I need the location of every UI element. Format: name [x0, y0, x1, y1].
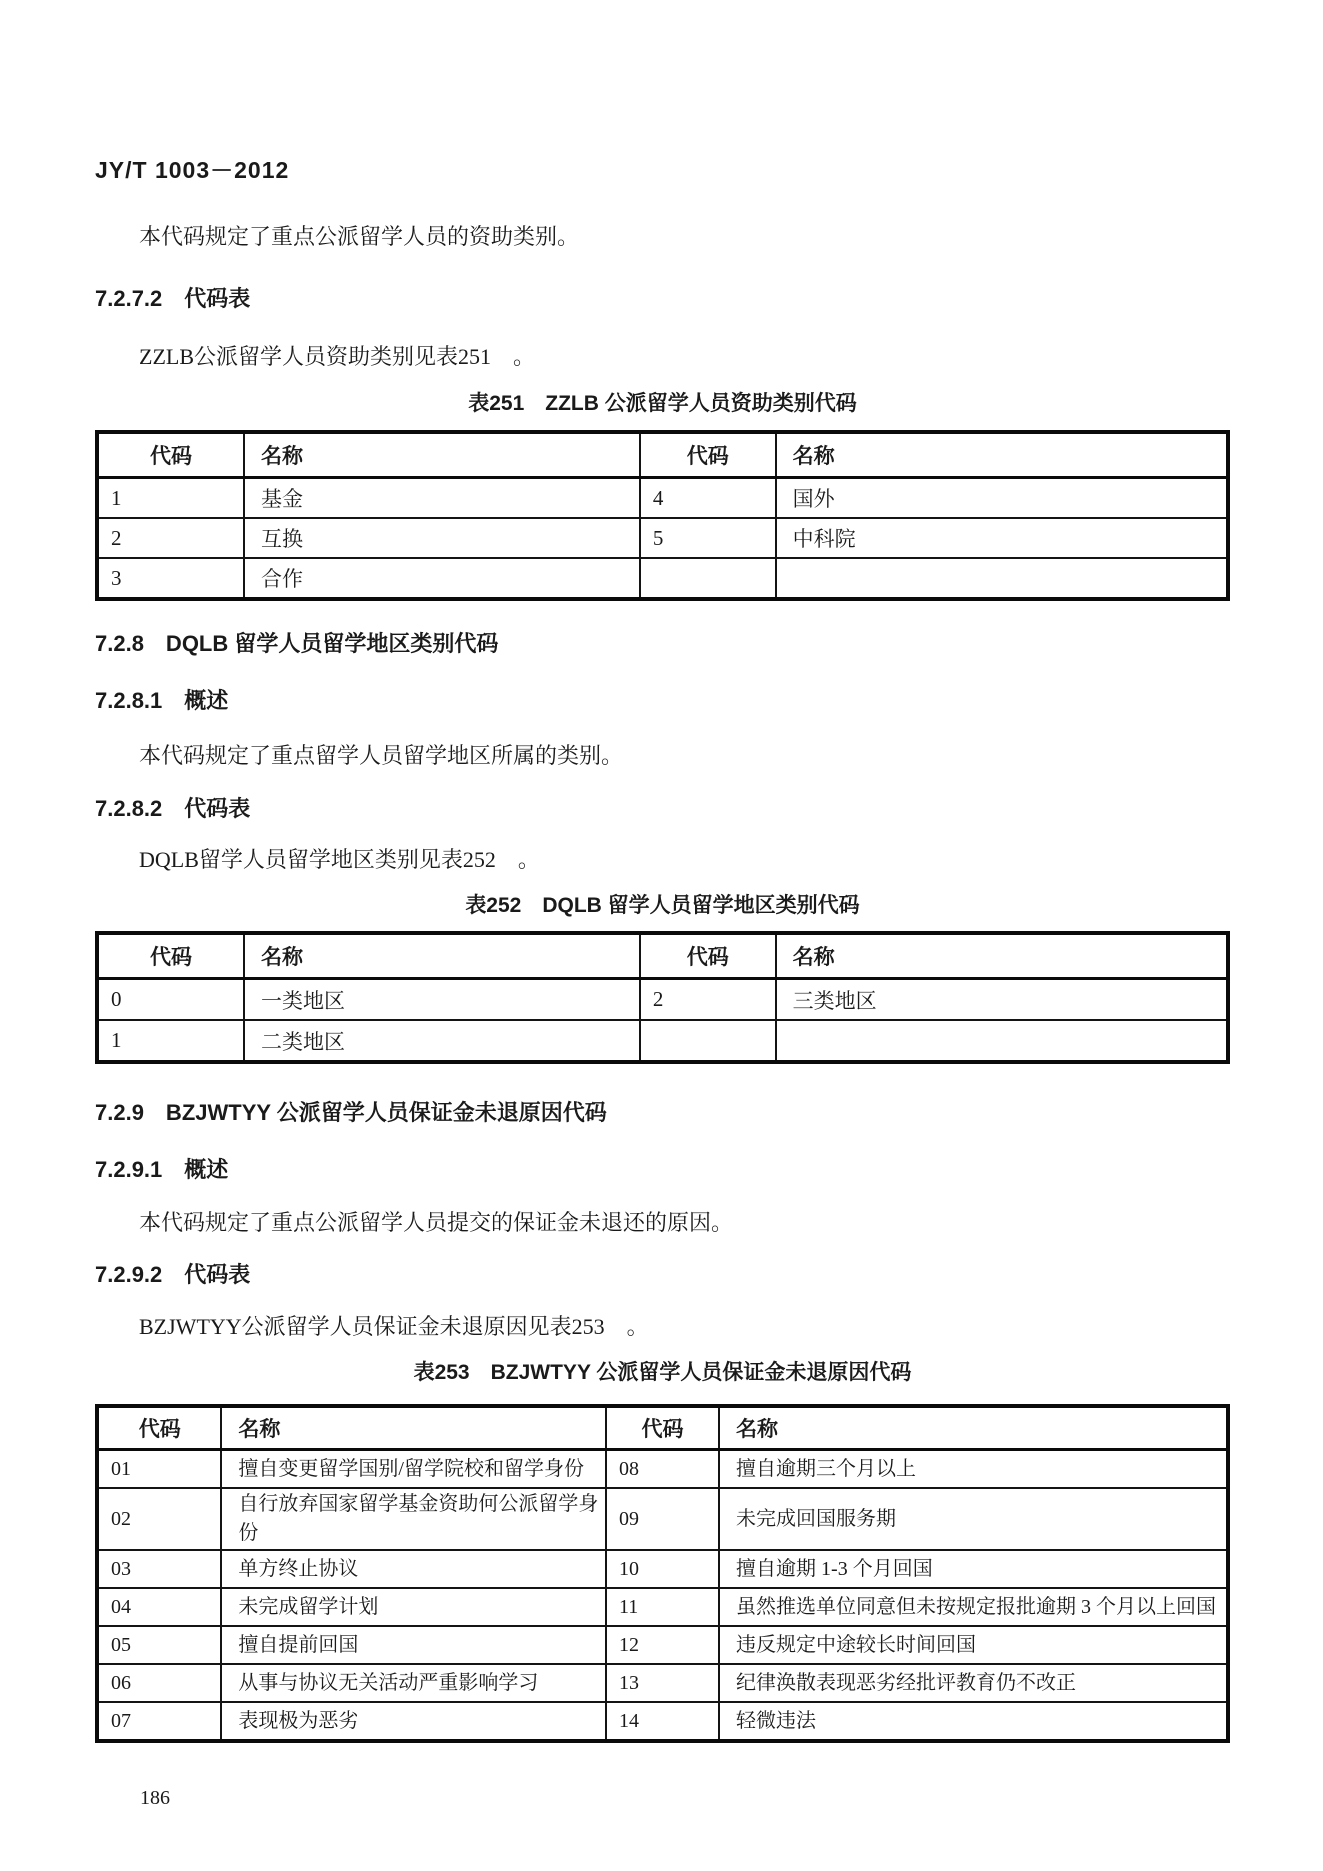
standard-number-header: JY/T 1003－2012	[95, 157, 290, 183]
table-row	[97, 1702, 1228, 1741]
cell-code: 14	[606, 1702, 719, 1741]
cell-name: 中科院	[776, 518, 1228, 558]
cell-name	[776, 558, 1228, 599]
cell-name: 基金	[244, 478, 640, 519]
heading-7-2-8: 7.2.8 DQLB 留学人员留学地区类别代码	[95, 631, 499, 656]
cell-code: 2	[640, 979, 776, 1021]
cell-name: 擅自逾期 1-3 个月回国	[719, 1550, 1228, 1588]
table-253-header-row	[97, 1406, 1228, 1450]
cell-name: 虽然推选单位同意但未按规定报批逾期 3 个月以上回国	[719, 1588, 1228, 1626]
table-253	[95, 1404, 1230, 1743]
cell-code: 11	[606, 1588, 719, 1626]
cell-name	[776, 1020, 1228, 1062]
table-row	[97, 558, 1228, 599]
cell-code: 2	[97, 518, 244, 558]
paragraph-728-overview: 本代码规定了重点留学人员留学地区所属的类别。	[139, 743, 624, 768]
table-251-title: 表251 ZZLB 公派留学人员资助类别代码	[468, 392, 857, 415]
table-row	[97, 1450, 1228, 1489]
heading-7-2-8-2: 7.2.8.2 代码表	[95, 796, 251, 821]
cell-name: 表现极为恶劣	[221, 1702, 606, 1741]
table-row	[97, 1626, 1228, 1664]
table-252-header-row	[97, 933, 1228, 979]
cell-name: 违反规定中途较长时间回国	[719, 1626, 1228, 1664]
cell-name: 未完成留学计划	[221, 1588, 606, 1626]
table-252	[95, 931, 1230, 1064]
column-header-name: 名称	[719, 1406, 1228, 1450]
column-header-name: 名称	[776, 933, 1228, 979]
table-row	[97, 1550, 1228, 1588]
cell-code: 5	[640, 518, 776, 558]
cell-name: 擅自逾期三个月以上	[719, 1450, 1228, 1489]
cell-code: 03	[97, 1550, 221, 1588]
column-header-code: 代码	[606, 1406, 719, 1450]
cell-code	[640, 1020, 776, 1062]
cell-code: 01	[97, 1450, 221, 1489]
paragraph-729-overview: 本代码规定了重点公派留学人员提交的保证金未退还的原因。	[139, 1210, 734, 1235]
cell-name: 二类地区	[244, 1020, 640, 1062]
cell-name: 纪律涣散表现恶劣经批评教育仍不改正	[719, 1664, 1228, 1702]
table-row	[97, 1020, 1228, 1062]
paragraph-727-intro: 本代码规定了重点公派留学人员的资助类别。	[139, 224, 580, 249]
column-header-code: 代码	[640, 933, 776, 979]
cell-code: 07	[97, 1702, 221, 1741]
column-header-code: 代码	[97, 1406, 221, 1450]
table-row	[97, 1664, 1228, 1702]
table-row	[97, 518, 1228, 558]
cell-code: 08	[606, 1450, 719, 1489]
cell-name: 国外	[776, 478, 1228, 519]
paragraph-728-table-ref: DQLB留学人员留学地区类别见表252 。	[139, 847, 540, 872]
column-header-name: 名称	[244, 933, 640, 979]
column-header-name: 名称	[776, 432, 1228, 478]
cell-code	[640, 558, 776, 599]
cell-name: 擅自提前回国	[221, 1626, 606, 1664]
cell-code: 1	[97, 478, 244, 519]
paragraph-729-table-ref: BZJWTYY公派留学人员保证金未退原因见表253 。	[139, 1314, 649, 1339]
cell-name: 一类地区	[244, 979, 640, 1021]
cell-code: 02	[97, 1488, 221, 1550]
paragraph-727-table-ref: ZZLB公派留学人员资助类别见表251 。	[139, 344, 535, 369]
column-header-name: 名称	[221, 1406, 606, 1450]
cell-name: 三类地区	[776, 979, 1228, 1021]
table-row	[97, 1588, 1228, 1626]
cell-code: 1	[97, 1020, 244, 1062]
table-252-title: 表252 DQLB 留学人员留学地区类别代码	[465, 894, 860, 917]
cell-name: 轻微违法	[719, 1702, 1228, 1741]
cell-code: 10	[606, 1550, 719, 1588]
table-row	[97, 1488, 1228, 1550]
heading-7-2-9-2: 7.2.9.2 代码表	[95, 1262, 251, 1287]
column-header-code: 代码	[97, 933, 244, 979]
cell-code: 3	[97, 558, 244, 599]
cell-name: 互换	[244, 518, 640, 558]
table-251	[95, 430, 1230, 601]
heading-7-2-9: 7.2.9 BZJWTYY 公派留学人员保证金未退原因代码	[95, 1100, 607, 1125]
heading-7-2-7-2: 7.2.7.2 代码表	[95, 286, 251, 311]
cell-name: 单方终止协议	[221, 1550, 606, 1588]
table-row	[97, 478, 1228, 519]
page-number: 186	[140, 1787, 170, 1809]
column-header-code: 代码	[640, 432, 776, 478]
cell-name: 合作	[244, 558, 640, 599]
table-row	[97, 979, 1228, 1021]
column-header-code: 代码	[97, 432, 244, 478]
cell-code: 09	[606, 1488, 719, 1550]
heading-7-2-9-1: 7.2.9.1 概述	[95, 1157, 229, 1182]
table-253-title: 表253 BZJWTYY 公派留学人员保证金未退原因代码	[413, 1361, 912, 1384]
column-header-name: 名称	[244, 432, 640, 478]
table-251-header-row	[97, 432, 1228, 478]
cell-code: 04	[97, 1588, 221, 1626]
cell-code: 13	[606, 1664, 719, 1702]
cell-code: 4	[640, 478, 776, 519]
cell-code: 0	[97, 979, 244, 1021]
cell-name: 自行放弃国家留学基金资助何公派留学身份	[221, 1488, 606, 1550]
cell-code: 06	[97, 1664, 221, 1702]
cell-name: 未完成回国服务期	[719, 1488, 1228, 1550]
cell-code: 12	[606, 1626, 719, 1664]
heading-7-2-8-1: 7.2.8.1 概述	[95, 688, 229, 713]
cell-name: 擅自变更留学国别/留学院校和留学身份	[221, 1450, 606, 1489]
cell-code: 05	[97, 1626, 221, 1664]
cell-name: 从事与协议无关活动严重影响学习	[221, 1664, 606, 1702]
